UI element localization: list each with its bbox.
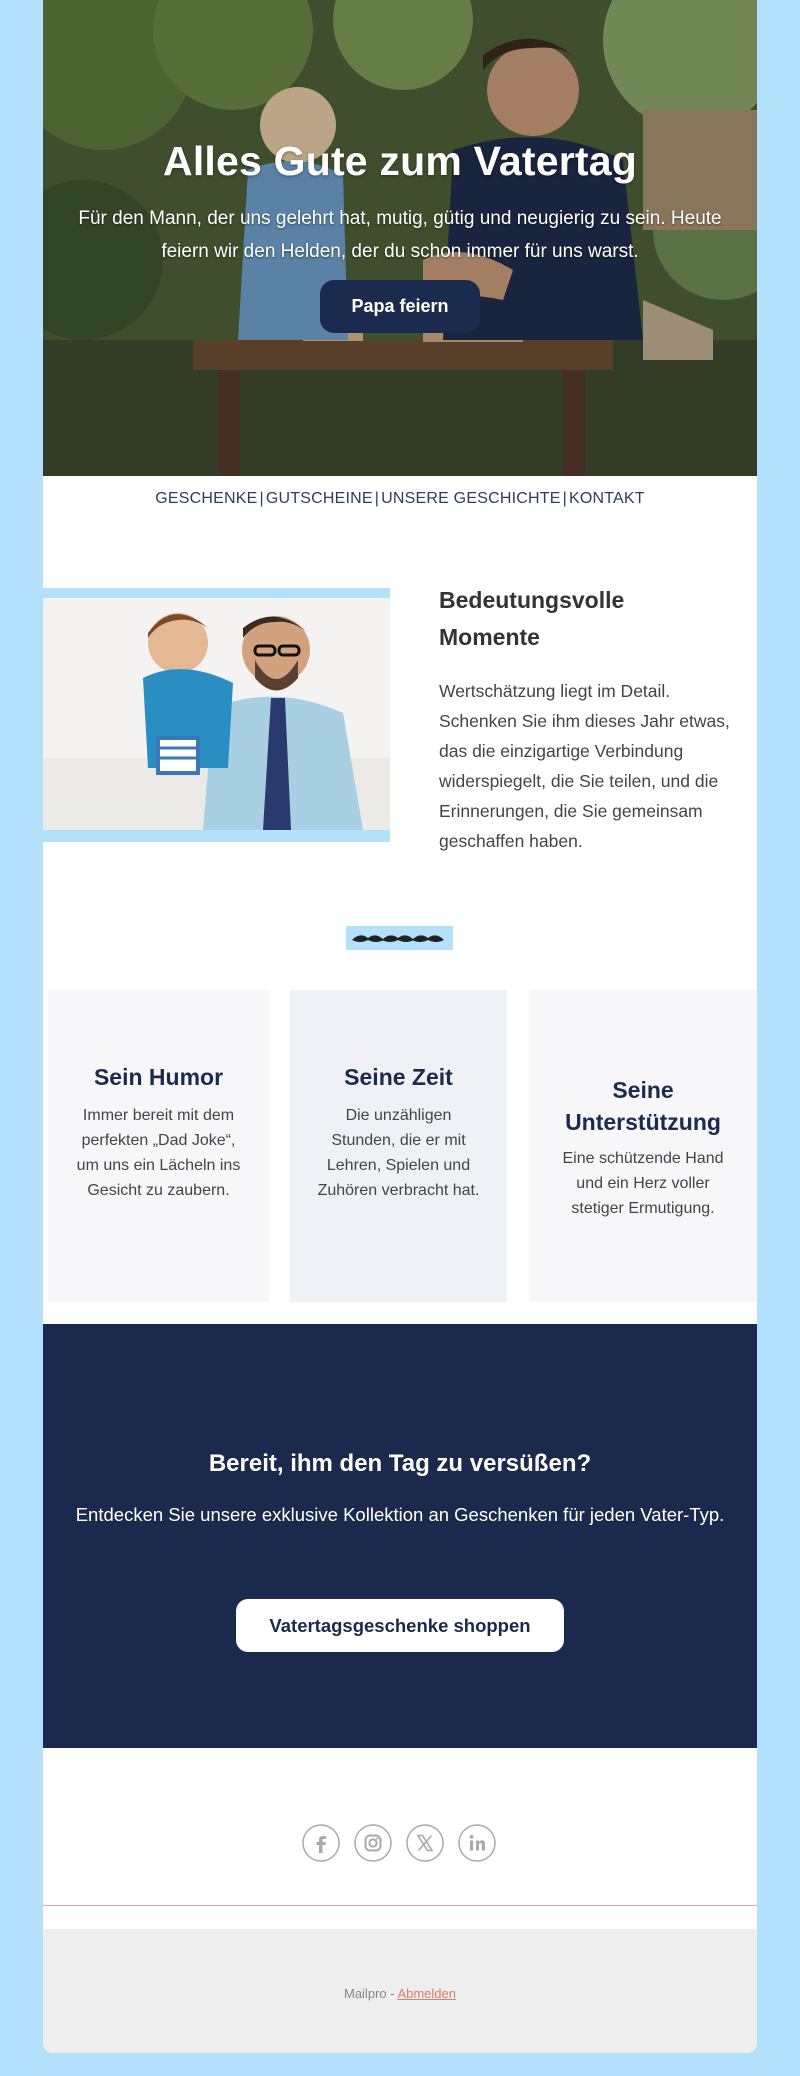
nav-menu: [43, 490, 757, 508]
card-humor: [48, 990, 269, 1302]
nav-link-contact[interactable]: KONTAKT: [568, 490, 645, 507]
feature-photo: [43, 598, 390, 830]
card-title: Seine Unterstützung: [565, 1077, 721, 1135]
card-title: Seine Zeit: [344, 1064, 453, 1090]
card-text: Immer bereit mit dem perfekten „Dad Joke“, um uns ein Lächeln ins Gesicht zu zaubern.: [76, 1107, 241, 1199]
facebook-icon[interactable]: [302, 1824, 340, 1862]
card-text: Eine schützende Hand und ein Herz voller stetiger Ermutigung.: [562, 1150, 724, 1217]
linkedin-icon[interactable]: [458, 1824, 496, 1862]
footer-text: [43, 1986, 757, 2001]
footer: [43, 1929, 757, 2053]
hero-text: Für den Mann, der uns gelehrt hat, mutig, gütig und neugierig zu sein. Heute feiern wir den Helden, der du schon immer für uns warst.: [78, 208, 722, 262]
nav-separator: |: [562, 490, 567, 507]
feature-image-frame: [43, 588, 390, 842]
mustache-divider: [346, 926, 453, 950]
footer-divider: [43, 1905, 757, 1906]
unsubscribe-link[interactable]: Abmelden: [397, 1986, 456, 2001]
footer-dash: -: [386, 1986, 398, 2001]
hero-banner: [43, 0, 757, 476]
feature-text: Wertschätzung liegt im Detail. Schenken Sie ihm dieses Jahr etwas, das die einzigartige Verbindung widerspiegelt, die Sie teilen, und die Erinnerungen, die Sie gemeinsam geschaffen haben.: [439, 681, 730, 851]
card-title: Sein Humor: [93, 1064, 224, 1090]
nav-separator: |: [259, 490, 264, 507]
card-text: Die unzähligen Stunden, die er mit Lehren, Spielen und Zuhören verbracht hat.: [317, 1107, 480, 1199]
feature-title: Bedeutungsvolle Momente: [439, 587, 625, 650]
card-time: [290, 990, 507, 1302]
footer-brand: Mailpro: [343, 1986, 387, 2001]
cta-text: Entdecken Sie unsere exklusive Kollektion an Geschenken für jeden Vater-Typ.: [75, 1504, 725, 1525]
mustache-icon: [346, 926, 453, 950]
card-support: [529, 990, 757, 1302]
cta-section: [43, 1324, 757, 1748]
instagram-icon[interactable]: [354, 1824, 392, 1862]
hero-title: Alles Gute zum Vatertag: [163, 138, 637, 184]
email-container: [43, 0, 757, 2053]
x-icon[interactable]: [406, 1824, 444, 1862]
shop-gifts-button[interactable]: Vatertagsgeschenke shoppen: [236, 1599, 564, 1652]
cta-title: Bereit, ihm den Tag zu versüßen?: [208, 1450, 592, 1477]
nav-separator: |: [374, 490, 380, 507]
nav-link-gifts[interactable]: GESCHENKE: [155, 490, 258, 507]
celebrate-dad-button[interactable]: Papa feiern: [320, 280, 480, 333]
nav-link-our-story[interactable]: UNSERE GESCHICHTE: [381, 490, 561, 507]
nav-link-vouchers[interactable]: GUTSCHEINE: [265, 490, 373, 507]
